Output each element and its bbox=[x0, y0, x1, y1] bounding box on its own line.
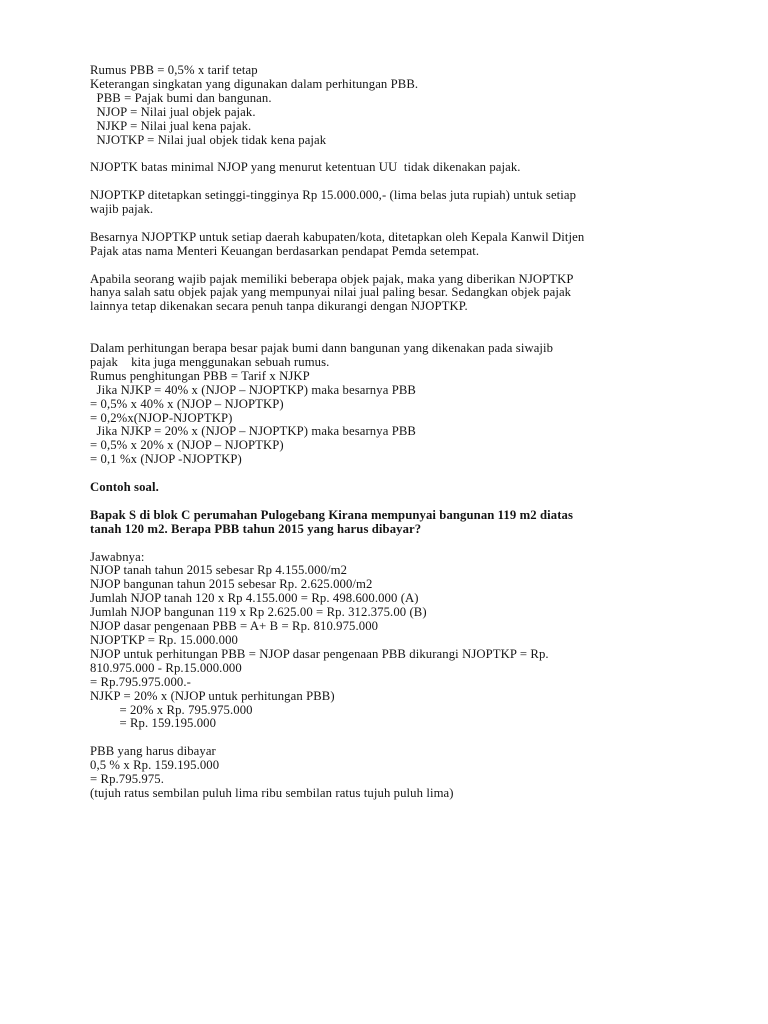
text-line: Rumus PBB = 0,5% x tarif tetap bbox=[90, 63, 258, 77]
text-line: Bapak S di blok C perumahan Pulogebang Kirana mempunyai bangunan 119 m2 diatas bbox=[90, 507, 574, 522]
text-line: = Rp.795.975. bbox=[90, 772, 165, 787]
text-line: Rumus penghitungan PBB = Tarif x NJKP bbox=[90, 368, 310, 383]
text-line: PBB yang harus dibayar bbox=[90, 744, 216, 759]
text-line: Jawabnya: bbox=[90, 549, 145, 564]
text-line: = 20% x Rp. 795.975.000 bbox=[90, 702, 253, 717]
text-line bbox=[90, 467, 730, 481]
text-line: NJKP = 20% x (NJOP untuk perhitungan PBB) bbox=[90, 688, 335, 703]
text-line: pajak kita juga menggunakan sebuah rumus. bbox=[90, 354, 330, 369]
text-line: Pajak atas nama Menteri Keuangan berdasarkan pendapat Pemda setempat. bbox=[90, 243, 480, 258]
text-line bbox=[90, 175, 730, 189]
text-line: Contoh soal. bbox=[90, 480, 159, 495]
text-line: 810.975.000 - Rp.15.000.000 bbox=[90, 660, 242, 675]
text-line: NJOP untuk perhitungan PBB = NJOP dasar pengenaan PBB dikurangi NJOPTKP = Rp. bbox=[90, 646, 549, 661]
text-line: Keterangan singkatan yang digunakan dalam perhitungan PBB. bbox=[90, 76, 419, 91]
text-line: = 0,5% x 20% x (NJOP – NJOPTKP) bbox=[90, 438, 284, 453]
text-line: NJOP dasar pengenaan PBB = A+ B = Rp. 810.975.000 bbox=[90, 619, 379, 634]
text-line bbox=[90, 259, 730, 273]
text-line: = Rp.795.975.000.- bbox=[90, 674, 191, 689]
text-line: PBB = Pajak bumi dan bangunan. bbox=[90, 90, 272, 105]
text-line bbox=[90, 147, 730, 161]
text-line: = 0,1 %x (NJOP -NJOPTKP) bbox=[90, 452, 242, 467]
text-line: Apabila seorang wajib pajak memiliki beberapa objek pajak, maka yang diberikan NJOPTKP bbox=[90, 271, 574, 286]
text-line: (tujuh ratus sembilan puluh lima ribu sembilan ratus tujuh puluh lima) bbox=[90, 785, 454, 800]
text-line: NJOP = Nilai jual objek pajak. bbox=[90, 104, 256, 119]
text-line: lainnya tetap dikenakan secara penuh tanpa dikurangi dengan NJOPTKP. bbox=[90, 299, 468, 314]
text-line bbox=[90, 495, 730, 509]
text-line bbox=[90, 731, 730, 745]
text-line: tanah 120 m2. Berapa PBB tahun 2015 yang harus dibayar? bbox=[90, 521, 422, 536]
text-line: NJOP tanah tahun 2015 sebesar Rp 4.155.000/m2 bbox=[90, 563, 348, 578]
text-line: NJOPTKP ditetapkan setinggi-tingginya Rp 15.000.000,- (lima belas juta rupiah) untuk setiap bbox=[90, 188, 577, 203]
text-line: Jumlah NJOP bangunan 119 x Rp 2.625.00 = Rp. 312.375.00 (B) bbox=[90, 605, 427, 620]
text-line: NJOTKP = Nilai jual objek tidak kena pajak bbox=[90, 132, 327, 147]
text-line: = 0,5% x 40% x (NJOP – NJOPTKP) bbox=[90, 396, 284, 411]
text-line bbox=[90, 328, 730, 342]
text-line bbox=[90, 314, 730, 328]
text-line bbox=[90, 537, 730, 551]
text-line: hanya salah satu objek pajak yang mempunyai nilai jual paling besar. Sedangkan objek pajak bbox=[90, 285, 572, 300]
text-line: NJOP bangunan tahun 2015 sebesar Rp. 2.625.000/m2 bbox=[90, 577, 373, 592]
text-line: = Rp. 159.195.000 bbox=[90, 716, 217, 731]
text-line: Besarnya NJOPTKP untuk setiap daerah kabupaten/kota, ditetapkan oleh Kepala Kanwil Ditjen bbox=[90, 229, 585, 244]
text-line: Dalam perhitungan berapa besar pajak bumi dann bangunan yang dikenakan pada siwajib bbox=[90, 341, 554, 356]
text-line bbox=[90, 217, 730, 231]
document-text-block bbox=[90, 64, 730, 801]
text-line: = 0,2%x(NJOP-NJOPTKP) bbox=[90, 410, 233, 425]
text-line: NJOPTK batas minimal NJOP yang menurut ketentuan UU tidak dikenakan pajak. bbox=[90, 160, 521, 175]
text-line: Jumlah NJOP tanah 120 x Rp 4.155.000 = Rp. 498.600.000 (A) bbox=[90, 591, 419, 606]
text-line: 0,5 % x Rp. 159.195.000 bbox=[90, 758, 220, 773]
text-line: Jika NJKP = 20% x (NJOP – NJOPTKP) maka besarnya PBB bbox=[90, 424, 416, 439]
text-line: wajib pajak. bbox=[90, 202, 154, 217]
text-line: Jika NJKP = 40% x (NJOP – NJOPTKP) maka besarnya PBB bbox=[90, 382, 416, 397]
text-line: NJOPTKP = Rp. 15.000.000 bbox=[90, 633, 238, 648]
text-line: NJKP = Nilai jual kena pajak. bbox=[90, 118, 252, 133]
